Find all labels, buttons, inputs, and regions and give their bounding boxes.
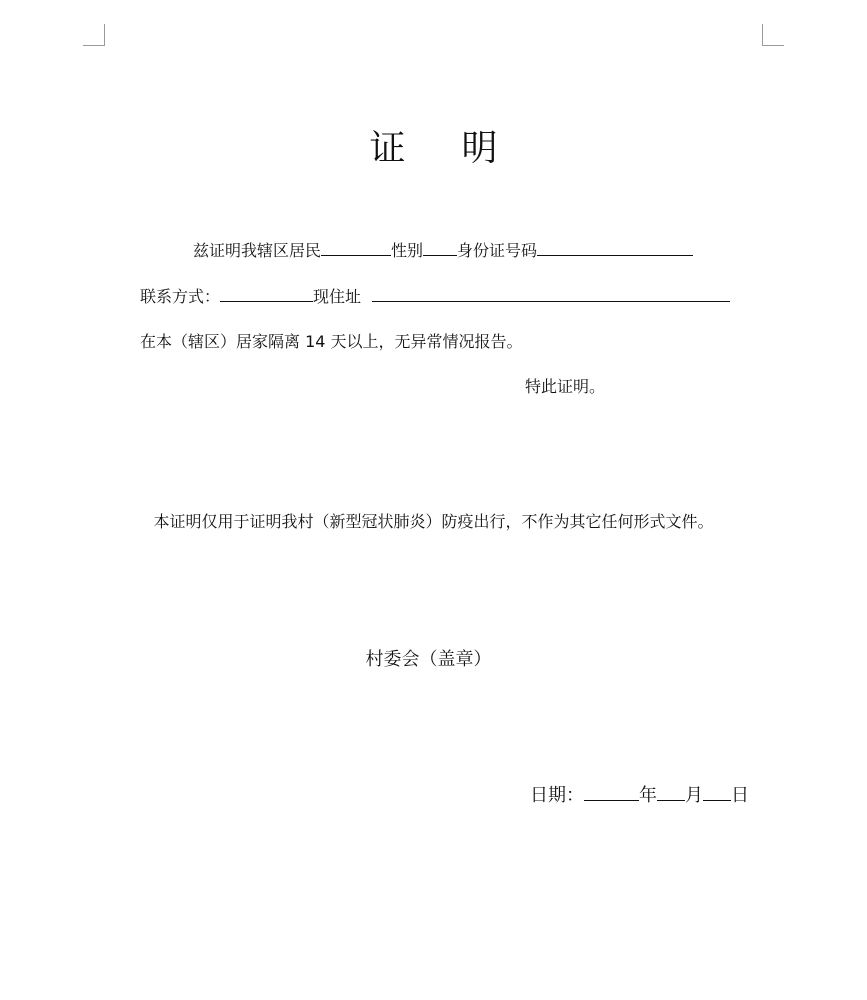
address-blank[interactable] (372, 285, 730, 302)
resident-label: 兹证明我辖区居民 (193, 241, 322, 260)
certificate-line-3: 在本（辖区）居家隔离 14 天以上，无异常情况报告。 (140, 332, 523, 351)
date-label: 日期： (530, 785, 584, 806)
certificate-closing: 特此证明。 (525, 377, 606, 396)
year-blank[interactable] (584, 784, 639, 801)
gender-label: 性别 (391, 241, 424, 260)
contact-label: 联系方式： (140, 287, 221, 306)
resident-name-blank[interactable] (321, 239, 391, 256)
document-title (0, 120, 867, 171)
month-blank[interactable] (657, 784, 685, 801)
usage-notice: 本证明仅用于证明我村（新型冠状肺炎）防疫出行，不作为其它任何形式文件。 (153, 512, 714, 531)
day-blank[interactable] (703, 784, 731, 801)
page-corner-top-left (83, 24, 105, 46)
gender-blank[interactable] (423, 239, 457, 256)
page-corner-top-right (762, 24, 784, 46)
certificate-line-1 (193, 239, 693, 262)
title-char-2: 明 (461, 128, 498, 169)
title-char-1: 证 (369, 128, 406, 169)
date-line (530, 784, 749, 808)
certificate-line-2 (140, 285, 730, 308)
month-label: 月 (685, 785, 703, 806)
id-number-blank[interactable] (537, 239, 693, 256)
address-label: 现住址 (313, 287, 362, 306)
contact-blank[interactable] (220, 285, 313, 302)
id-number-label: 身份证号码 (457, 241, 538, 260)
day-label: 日 (731, 785, 749, 806)
year-label: 年 (639, 785, 657, 806)
seal-label: 村委会（盖章） (365, 649, 492, 670)
